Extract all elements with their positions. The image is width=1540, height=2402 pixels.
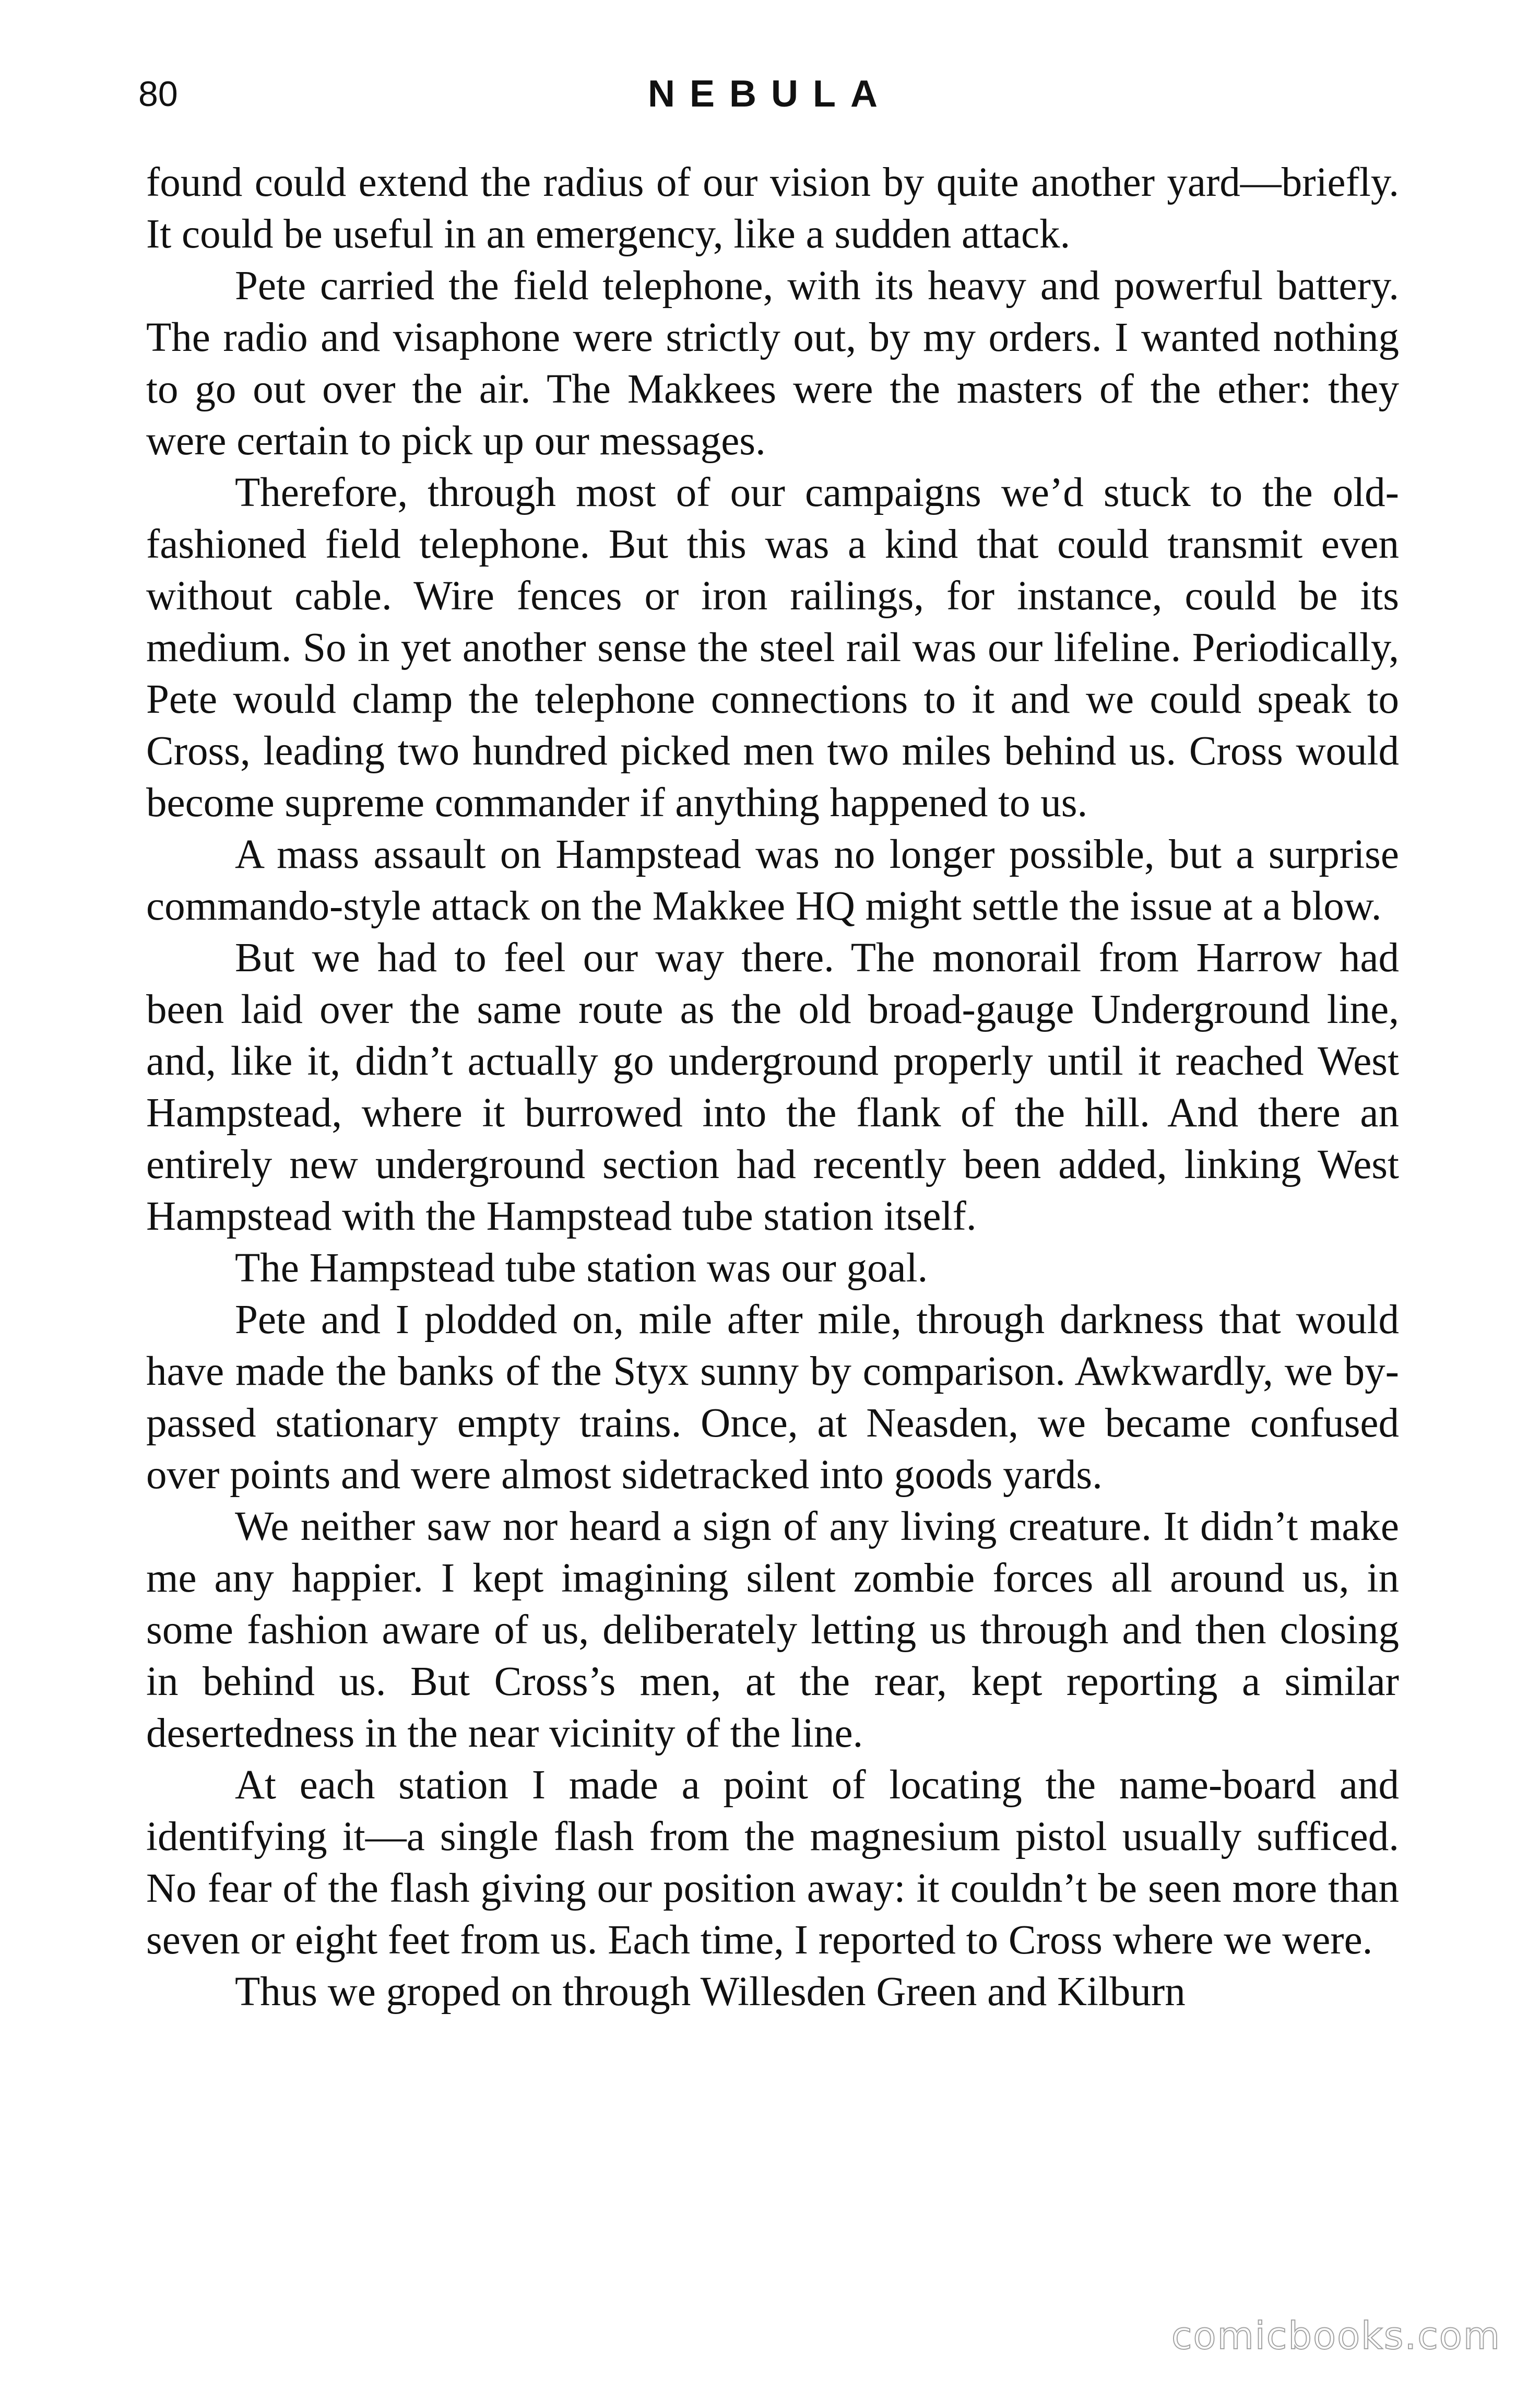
watermark: comicbooks.com — [1171, 2314, 1501, 2358]
paragraph: Therefore, through most of our campaigns we’d stuck to the old-fashioned field telephone. But this was a kind that could transmit even without cable. Wire fences or iron railings, for instance, could be its medium. So in yet another sense the steel rail was our lifeline. Periodically, Pete would clamp the telephone connections to it and we could speak to Cross, leading two hundred picked men two miles behind us. Cross would become supreme commander if anything happened to us. — [146, 470, 1399, 826]
paragraph-continued: found could extend the radius of our vision by quite another yard—briefly. It could be useful in an emergency, like a sudden attack. — [146, 160, 1399, 257]
paragraph: At each station I made a point of locating the name-board and identifying it—a single flash from the magnesium pistol usually sufficed. No fear of the flash giving our position away: it couldn’t be seen more than seven or eight feet from us. Each time, I reported to Cross where we were. — [146, 1762, 1399, 1963]
paragraph: Pete and I plodded on, mile after mile, through darkness that would have made the banks of the Styx sunny by comparison. Awkwardly, we by-passed stationary empty trains. Once, at Neasden, we became confused over points and were almost sidetracked into goods yards. — [146, 1297, 1399, 1498]
paragraph: But we had to feel our way there. The monorail from Harrow had been laid over the same route as the old broad-gauge Underground line, and, like it, didn’t actually go underground properly until it reached West Hampstead, where it burrowed into the flank of the hill. And there an entirely new underground section had recently been added, linking West Hampstead with the Hampstead tube station itself. — [146, 935, 1399, 1239]
paragraph: A mass assault on Hampstead was no longer possible, but a surprise commando-style attack on the Makkee HQ might settle the issue at a blow. — [146, 832, 1399, 929]
paragraph-final: Thus we groped on through Willesden Green and Kilburn — [235, 1969, 1186, 2015]
running-title: NEBULA — [648, 73, 892, 115]
paragraph: We neither saw nor heard a sign of any living creature. It didn’t make me any happier. I kept imagining silent zombie forces all around us, in some fashion aware of us, deliberately letting us through and then closing in behind us. But Cross’s men, at the rear, kept reporting a similar desertedness in the near vicinity of the line. — [146, 1504, 1399, 1756]
page-header — [0, 68, 1540, 131]
page-body — [146, 157, 1399, 2018]
paragraph: The Hampstead tube station was our goal. — [235, 1245, 928, 1291]
page-number: 80 — [138, 74, 178, 114]
paragraph: Pete carried the field telephone, with its heavy and powerful battery. The radio and visaphone were strictly out, by my orders. I wanted nothing to go out over the air. The Makkees were the masters of the ether: they were certain to pick up our messages. — [146, 263, 1399, 464]
